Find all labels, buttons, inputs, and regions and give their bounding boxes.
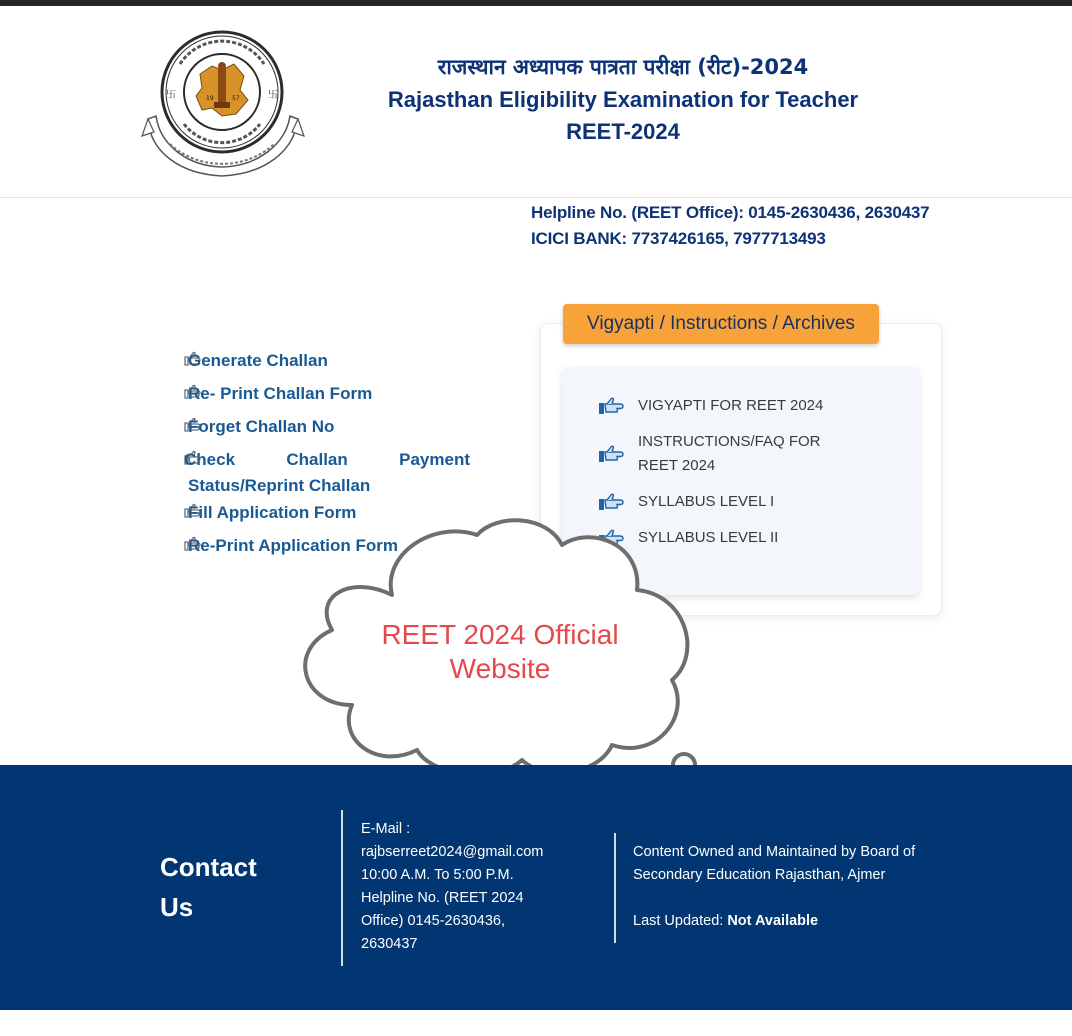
hand-pointer-icon	[184, 450, 202, 466]
menu-generate-challan[interactable]	[184, 348, 474, 374]
link-syllabus-level-1[interactable]	[598, 490, 774, 514]
contact-us-heading	[160, 847, 257, 927]
link-label-line1: INSTRUCTIONS/FAQ FOR	[638, 433, 821, 450]
link-vigyapti[interactable]	[598, 394, 823, 418]
hand-pointer-icon	[184, 351, 202, 367]
pointing-hand-icon	[598, 492, 624, 512]
helpline-office: Helpline No. (REET Office): 0145-2630436, 2630437	[531, 203, 930, 222]
contact-heading-line1: Contact	[160, 852, 257, 882]
link-label-line2: REET 2024	[638, 457, 716, 474]
last-updated-value: Not Available	[727, 913, 819, 929]
board-logo[interactable]	[140, 24, 305, 184]
last-updated-label: Last Updated:	[633, 913, 724, 929]
menu-label: Generate Challan	[188, 351, 328, 370]
menu-label-word: Payment	[399, 450, 470, 469]
office-hours: 10:00 A.M. To 5:00 P.M.	[361, 867, 514, 883]
menu-check-payment-status[interactable]	[184, 447, 474, 499]
overlay-line1: REET 2024 Official	[381, 619, 619, 650]
footer-helpline-line1: Helpline No. (REET 2024	[361, 890, 524, 906]
overlay-line2: Website	[449, 653, 551, 684]
menu-label: Forget Challan No	[188, 417, 335, 436]
menu-label: Status/Reprint Challan	[188, 476, 371, 495]
hand-pointer-icon	[184, 536, 202, 552]
svg-text:卐: 卐	[166, 90, 176, 101]
menu-label-word: Challan	[286, 450, 348, 469]
vigyapti-heading: Vigyapti / Instructions / Archives	[563, 304, 879, 344]
bottom-whitespace	[0, 1010, 1072, 1036]
svg-text:57: 57	[232, 95, 240, 102]
footer-helpline-line3: 2630437	[361, 936, 418, 952]
menu-reprint-challan[interactable]	[184, 381, 474, 407]
email-link[interactable]: rajbserreet2024@gmail.com	[361, 844, 544, 860]
overlay-caption	[340, 618, 660, 686]
title-english: Rajasthan Eligibility Examination for Teacher	[387, 87, 859, 112]
menu-label: Fill Application Form	[188, 503, 357, 522]
menu-label-word: Check	[184, 450, 236, 469]
contact-details	[361, 818, 581, 956]
hand-pointer-icon	[184, 417, 202, 433]
site-footer	[0, 765, 1072, 1010]
footer-helpline-line2: Office) 0145-2630436,	[361, 913, 506, 929]
link-label	[638, 430, 821, 478]
svg-text:19: 19	[206, 95, 214, 102]
pointing-hand-icon	[598, 396, 624, 416]
hand-pointer-icon	[184, 503, 202, 519]
helpline-info	[531, 200, 929, 252]
pointing-hand-icon	[598, 444, 624, 464]
menu-label: Re-Print Application Form	[188, 536, 398, 555]
last-updated	[633, 910, 818, 933]
email-label: E-Mail :	[361, 821, 411, 837]
link-instructions-faq[interactable]	[598, 430, 821, 478]
link-label: VIGYAPTI FOR REET 2024	[638, 397, 824, 414]
link-label: SYLLABUS LEVEL I	[638, 493, 775, 510]
title-hindi: राजस्थान अध्यापक पात्रता परीक्षा (रीट)-2024	[437, 55, 809, 79]
footer-divider	[341, 810, 343, 966]
contact-heading-line2: Us	[160, 892, 194, 922]
title-code: REET-2024	[566, 119, 680, 144]
content-owner-note: Content Owned and Maintained by Board of Secondary Education Rajasthan, Ajmer	[633, 844, 916, 883]
site-header	[0, 6, 1072, 198]
menu-label: Re- Print Challan Form	[188, 384, 373, 403]
footer-divider	[614, 833, 616, 943]
hand-pointer-icon	[184, 384, 202, 400]
svg-text:卐: 卐	[268, 90, 278, 101]
site-title	[380, 50, 866, 148]
helpline-bank: ICICI BANK: 7737426165, 7977713493	[531, 229, 826, 248]
link-label: SYLLABUS LEVEL II	[638, 529, 779, 546]
menu-forget-challan[interactable]	[184, 414, 474, 440]
